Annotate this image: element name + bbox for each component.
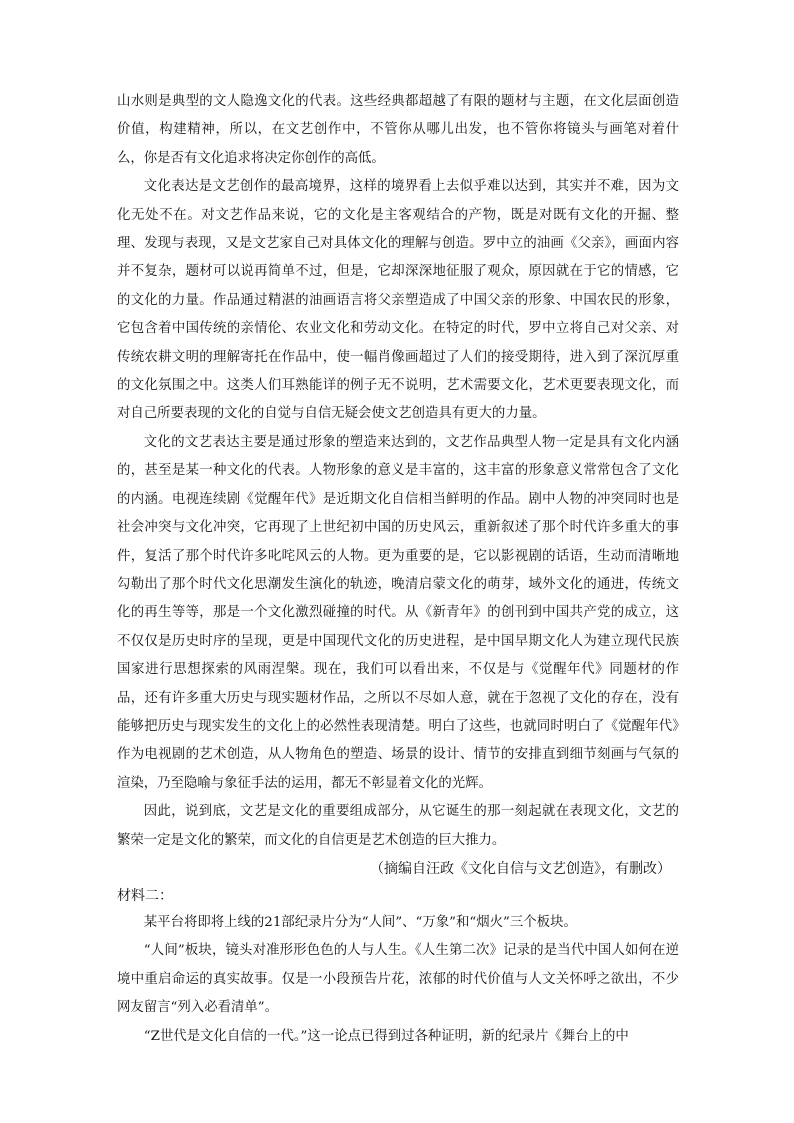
paragraph-2: 文化表达是文艺创作的最高境界，这样的境界看上去似乎难以达到，其实并不难，因为文化无处不在。对文艺作品来说，它的文化是主客观结合的产物，既是对既有文化的开掘、整理、发现与表现，又是文艺家自己对具体文化的理解与创造。罗中立的油画《父亲》，画面内容并不复杂，题材可以说再简单不过，但是，它却深深地征服了观众，原因就在于它的情感，它的文化的力量。作品通过精湛的油画语言将父亲塑造成了中国父亲的形象、中国农民的形象，它包含着中国传统的亲情伦、农业文化和劳动文化。在特定的时代，罗中立将自己对父亲、对传统农耕文明的理解寄托在作品中，使一幅肖像画超过了人们的接受期待，进入到了深沉厚重的文化氛围之中。这类人们耳熟能详的例子无不说明，艺术需要文化，艺术更要表现文化，而对自己所要表现的文化的自觉与自信无疑会使文艺创造具有更大的力量。 xyxy=(117,179,679,422)
source-citation: （摘编自汪政《文化自信与文艺创造》，有删改） xyxy=(370,860,671,877)
material-2-paragraph-1: 某平台将即将上线的21部纪录片分为“人间”、“万象”和“烟火”三个板块。 xyxy=(143,914,577,930)
paragraph-1-continuation: 山水则是典型的文人隐逸文化的代表。这些经典都超越了有限的题材与主题，在文化层面创造价值，构建精神，所以，在文艺创作中，不管你从哪儿出发，也不管你将镜头与画笔对着什么，你是否有文化追求将决定你创作的高低。 xyxy=(117,94,679,166)
paragraph-3: 文化的文艺表达主要是通过形象的塑造来达到的，文艺作品典型人物一定是具有文化内涵的，甚至是某一种文化的代表。人物形象的意义是丰富的，这丰富的形象意义常常包含了文化的内涵。电视连续剧《觉醒年代》是近期文化自信相当鲜明的作品。剧中人物的冲突同时也是社会冲突与文化冲突，它再现了上世纪初中国的历史风云，重新叙述了那个时代许多重大的事件，复活了那个时代许多叱咤风云的人物。更为重要的是，它以影视剧的话语，生动而清晰地勾勒出了那个时代文化思潮发生演化的轨迹，晚清启蒙文化的萌芽，域外文化的通进，传统文化的再生等等，那是一个文化激烈碰撞的时代。从《新青年》的创刊到中国共产党的成立，这不仅仅是历史时序的呈现，更是中国现代文化的历史进程，是中国早期文化人为建立现代民族国家进行思想探索的风雨涅槃。现在，我们可以看出来，不仅是与《觉醒年代》同题材的作品，还有许多重大历史与现实题材作品，之所以不尽如人意，就在于忽视了文化的存在，没有能够把历史与现实发生的文化上的必然性表现清楚。明白了这些，也就同时明白了《觉醒年代》作为电视剧的艺术创造，从人物角色的塑造、场景的设计、情节的安排直到细节刻画与气氛的渲染，乃至隐喻与象征手法的运用，都无不彰显着文化的光辉。 xyxy=(117,434,679,791)
material-2-paragraph-3: “Z世代是文化自信的一代。”这一论点已得到过各种证明，新的纪录片《舞台上的中 xyxy=(143,1028,629,1044)
material-2-paragraph-2: “人间”板块，镜头对准形形色色的人与人生。《人生第二次》记录的是当代中国人如何在逆境中重启命运的真实故事。仅是一小段预告片花，浓郁的时代价值与人文关怀呼之欲出，不少网友留言“列入必看清单”。 xyxy=(117,943,679,1016)
material-2-label: 材料二： xyxy=(117,887,173,904)
document-body xyxy=(117,88,679,1051)
paragraph-4: 因此，说到底，文艺是文化的重要组成部分，从它诞生的那一刻起就在表现文化，文艺的繁荣一定是文化的繁荣，而文化的自信更是艺术创造的巨大推力。 xyxy=(117,804,679,848)
